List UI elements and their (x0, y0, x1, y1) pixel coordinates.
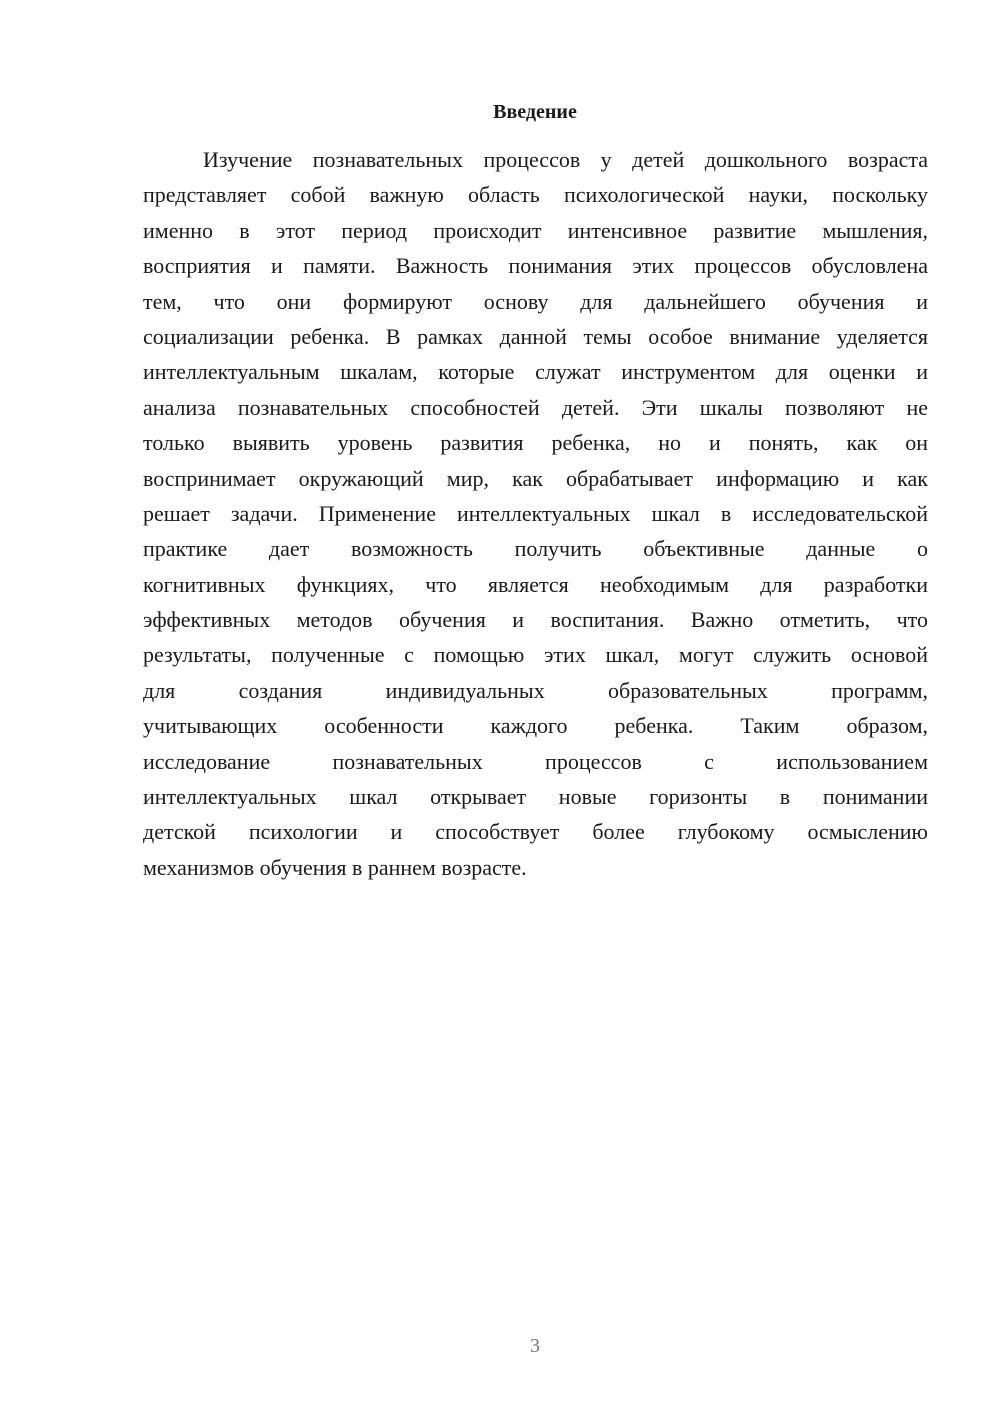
paragraph-line: именно в этот период происходит интенсивное развитие мышления, (143, 217, 928, 243)
paragraph-line: практике дает возможность получить объективные данные о (143, 536, 928, 562)
paragraph-line: учитывающих особенности каждого ребенка. Таким образом, (143, 713, 928, 739)
paragraph-line: исследование познавательных процессов с использованием (143, 748, 928, 774)
paragraph-line: детской психологии и способствует более глубокому осмыслению (143, 819, 928, 845)
paragraph-line: только выявить уровень развития ребенка, но и понять, как он (143, 430, 928, 456)
paragraph-line: результаты, полученные с помощью этих шкал, могут служить основой (143, 642, 928, 668)
section-title: Введение (493, 101, 577, 123)
paragraph-line: интеллектуальным шкалам, которые служат инструментом для оценки и (143, 359, 928, 385)
paragraph-line: представляет собой важную область психологической науки, поскольку (143, 182, 928, 208)
paragraph-line: Изучение познавательных процессов у детей дошкольного возраста (203, 147, 928, 172)
paragraph-line: интеллектуальных шкал открывает новые горизонты в понимании (143, 784, 928, 810)
paragraph-line: анализа познавательных способностей детей. Эти шкалы позволяют не (143, 394, 928, 420)
paragraph-line: механизмов обучения в раннем возрасте. (143, 854, 527, 880)
paragraph-line: тем, что они формируют основу для дальнейшего обучения и (143, 288, 928, 314)
body-paragraph (143, 142, 928, 885)
paragraph-line: эффективных методов обучения и воспитания. Важно отметить, что (143, 607, 928, 633)
page-number: 3 (530, 1335, 540, 1357)
paragraph-line: воспринимает окружающий мир, как обрабатывает информацию и как (143, 465, 928, 491)
paragraph-line: для создания индивидуальных образовательных программ, (143, 677, 928, 703)
paragraph-line: социализации ребенка. В рамках данной темы особое внимание уделяется (143, 323, 928, 349)
paragraph-line: когнитивных функциях, что является необходимым для разработки (143, 571, 928, 597)
paragraph-line: решает задачи. Применение интеллектуальных шкал в исследовательской (143, 500, 928, 526)
paragraph-line: восприятия и памяти. Важность понимания этих процессов обусловлена (143, 253, 928, 279)
